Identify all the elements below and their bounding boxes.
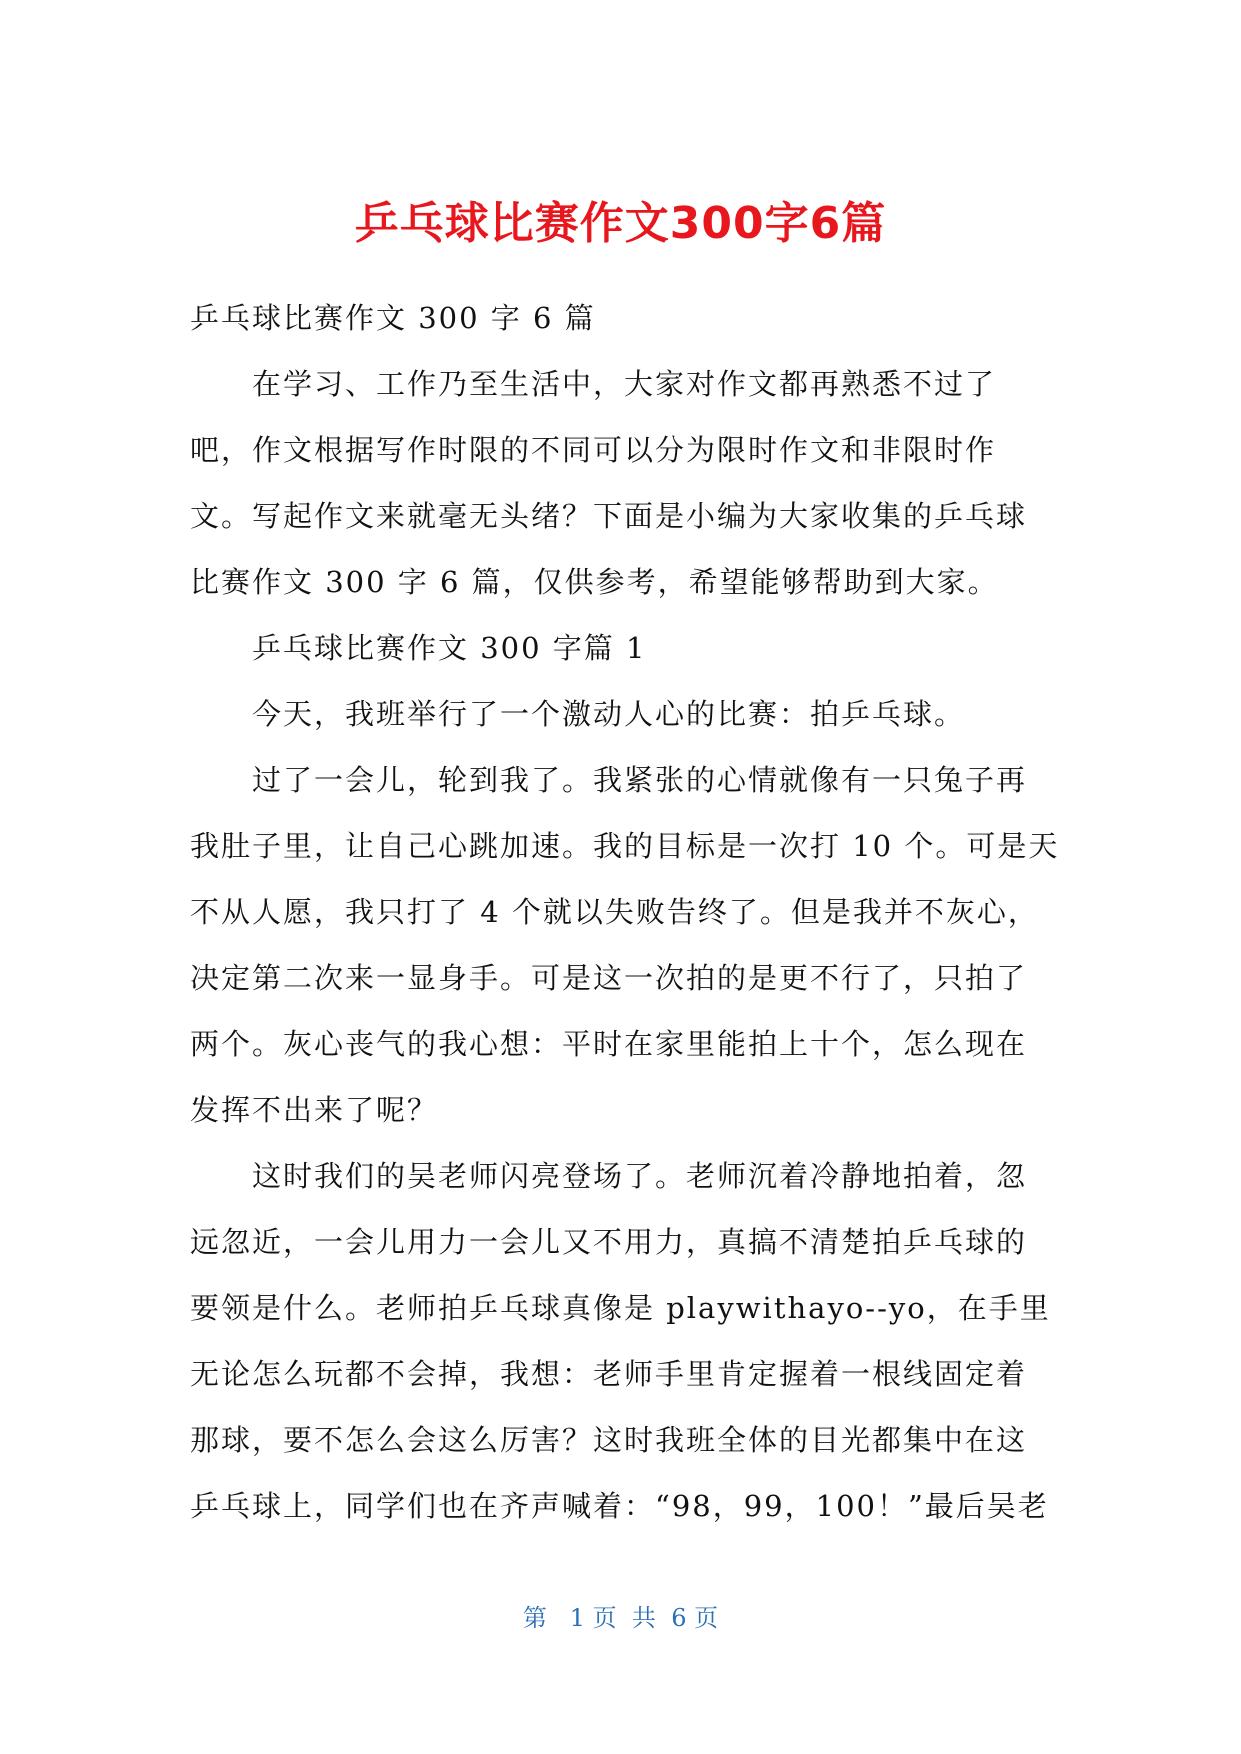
text-line: 乒乓球比赛作文 300 字 6 篇 bbox=[190, 301, 596, 335]
text-line: 今天，我班举行了一个激动人心的比赛：拍乒乓球。 bbox=[252, 697, 966, 731]
text-line: 乒乓球上，同学们也在齐声喊着：“98，99，100！”最后吴老 bbox=[190, 1489, 1049, 1523]
text-line: 远忽近，一会儿用力一会儿又不用力，真搞不清楚拍乒乓球的 bbox=[190, 1225, 1028, 1259]
text-line: 我肚子里，让自己心跳加速。我的目标是一次打 10 个。可是天 bbox=[190, 829, 1060, 863]
text-line: 文。写起作文来就毫无头绪？下面是小编为大家收集的乒乓球 bbox=[190, 499, 1028, 533]
text-line: 吧，作文根据写作时限的不同可以分为限时作文和非限时作 bbox=[190, 433, 997, 467]
text-line: 那球，要不怎么会这么厉害？这时我班全体的目光都集中在这 bbox=[190, 1423, 1028, 1457]
document-body bbox=[190, 285, 1060, 1539]
text-line: 在学习、工作乃至生活中，大家对作文都再熟悉不过了 bbox=[252, 367, 997, 401]
text-line: 无论怎么玩都不会掉，我想：老师手里肯定握着一根线固定着 bbox=[190, 1357, 1028, 1391]
document-title: 乒乓球比赛作文300字6篇 bbox=[354, 198, 887, 249]
text-line: 不从人愿，我只打了 4 个就以失败告终了。但是我并不灰心， bbox=[190, 895, 1039, 929]
text-line: 要领是什么。老师拍乒乓球真像是 playwithayo--yo，在手里 bbox=[190, 1291, 1051, 1325]
text-line: 这时我们的吴老师闪亮登场了。老师沉着冷静地拍着，忽 bbox=[252, 1159, 1028, 1193]
text-line: 决定第二次来一显身手。可是这一次拍的是更不行了，只拍了 bbox=[190, 961, 1028, 995]
text-line: 发挥不出来了呢？ bbox=[190, 1093, 439, 1127]
page-footer: 第 1 页 共 6 页 bbox=[522, 1604, 719, 1632]
text-line: 两个。灰心丧气的我心想：平时在家里能拍上十个，怎么现在 bbox=[190, 1027, 1028, 1061]
text-line: 过了一会儿，轮到我了。我紧张的心情就像有一只兔子再 bbox=[252, 763, 1028, 797]
text-line: 比赛作文 300 字 6 篇，仅供参考，希望能够帮助到大家。 bbox=[190, 565, 999, 599]
text-line: 乒乓球比赛作文 300 字篇 1 bbox=[252, 631, 647, 665]
